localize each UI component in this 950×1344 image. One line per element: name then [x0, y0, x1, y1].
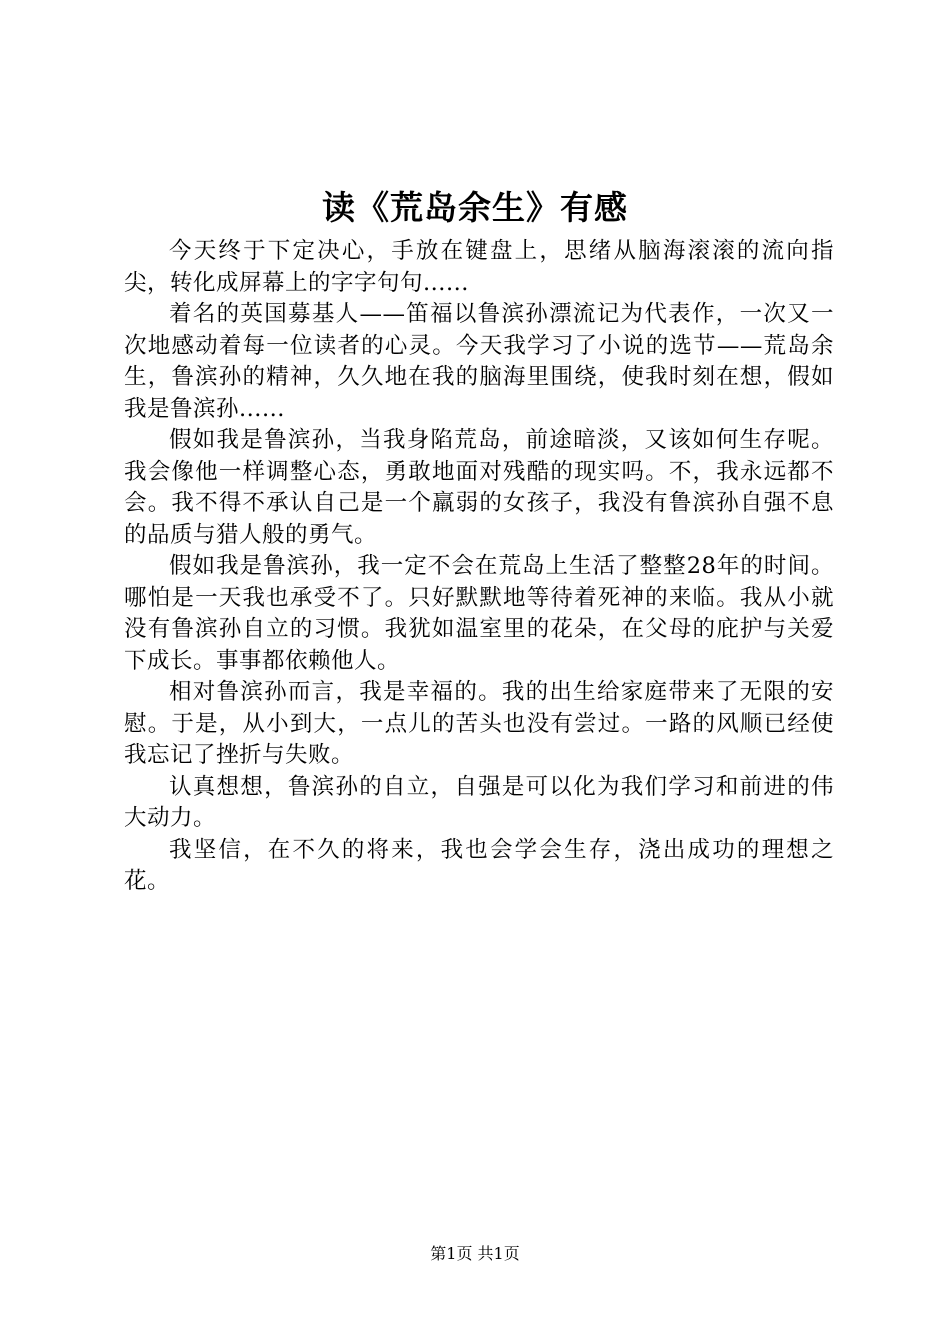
paragraph-4: 假如我是鲁滨孙，我一定不会在荒岛上生活了整整28年的时间。哪怕是一天我也承受不了。只好默默地等待着死神的来临。我从小就没有鲁滨孙自立的习惯。我犹如温室里的花朵，在父母的庇护与关爱下成长。事事都依赖他人。	[124, 553, 834, 674]
paragraph-1: 今天终于下定决心，手放在键盘上，思绪从脑海滚滚的流向指尖，转化成屏幕上的字字句句......	[124, 238, 834, 296]
page-footer: 第1页 共1页	[430, 1244, 520, 1263]
paragraph-2: 着名的英国募基人——笛福以鲁滨孙漂流记为代表作，一次又一次地感动着每一位读者的心灵。今天我学习了小说的选节——荒岛余生，鲁滨孙的精神，久久地在我的脑海里围绕，使我时刻在想，假如我是鲁滨孙......	[124, 301, 834, 422]
paragraph-7: 我坚信，在不久的将来，我也会学会生存，浇出成功的理想之花。	[124, 836, 834, 894]
paragraph-5: 相对鲁滨孙而言，我是幸福的。我的出生给家庭带来了无限的安慰。于是，从小到大，一点儿的苦头也没有尝过。一路的风顺已经使我忘记了挫折与失败。	[124, 679, 834, 768]
document-title: 读《荒岛余生》有感	[322, 188, 628, 227]
paragraph-3: 假如我是鲁滨孙，当我身陷荒岛，前途暗淡，又该如何生存呢。我会像他一样调整心态，勇敢地面对残酷的现实吗。不，我永远都不会。我不得不承认自己是一个羸弱的女孩子，我没有鲁滨孙自强不息的品质与猎人般的勇气。	[124, 427, 834, 548]
paragraph-6: 认真想想，鲁滨孙的自立，自强是可以化为我们学习和前进的伟大动力。	[124, 773, 834, 831]
document-body	[124, 236, 834, 898]
